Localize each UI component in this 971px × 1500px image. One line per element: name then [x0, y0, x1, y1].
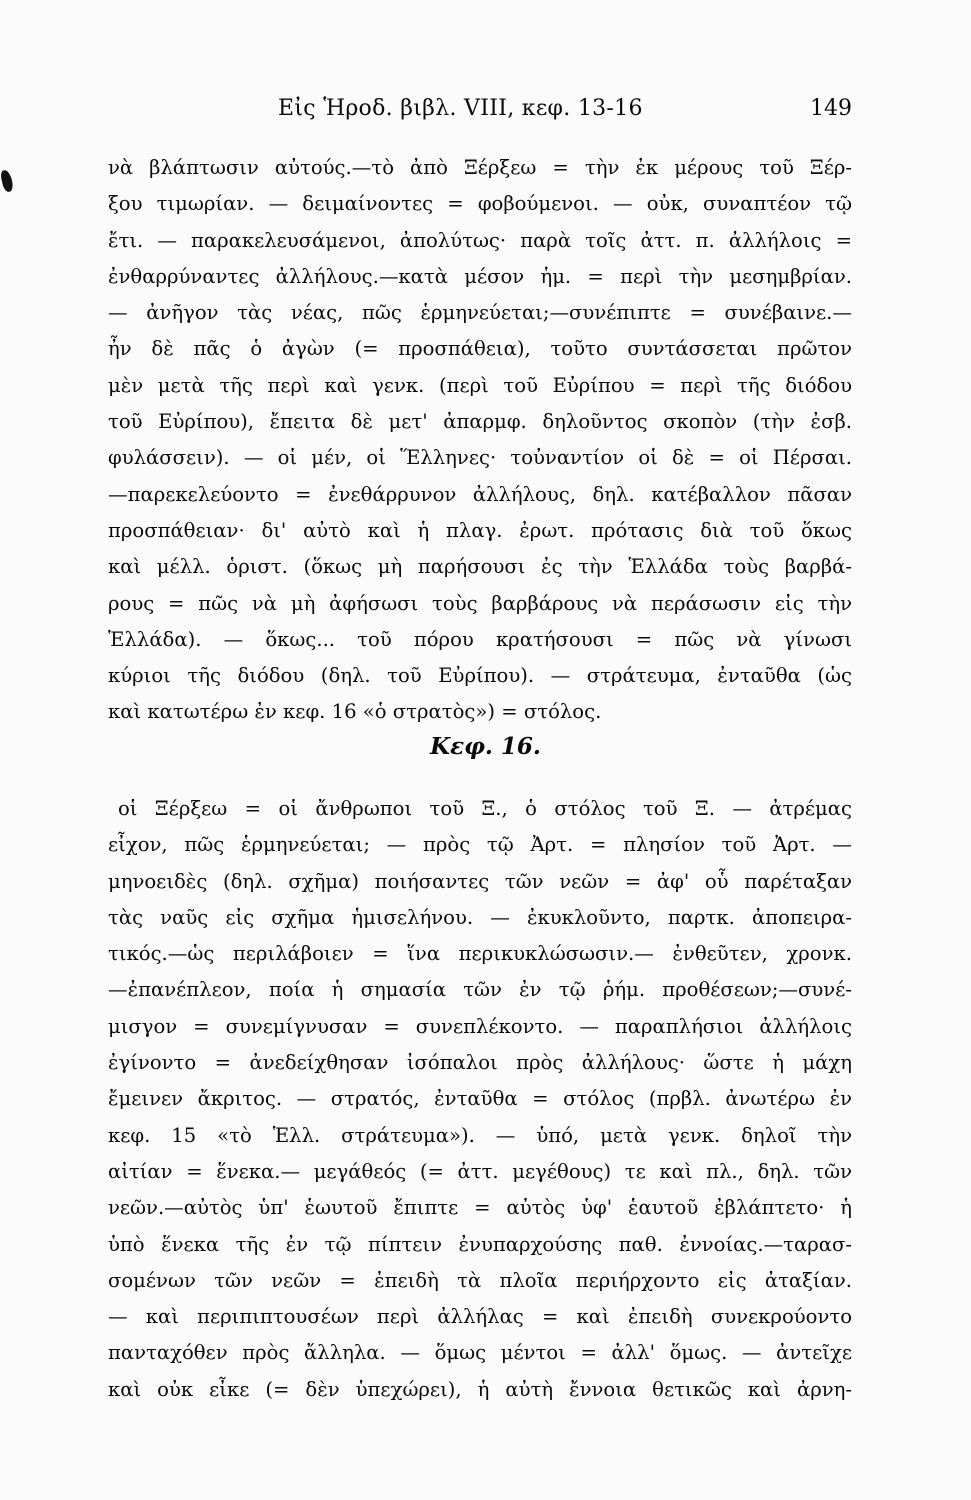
text-line: — ἀνῆγον τὰς νέας, πῶς ἑρμηνεύεται;—συνέπιπτε = συνέβαινε.— — [108, 301, 852, 325]
text-line: αἰτίαν = ἕνεκα.— μεγάθεός (= ἀττ. μεγέθους) τε καὶ πλ., δηλ. τῶν — [108, 1159, 852, 1183]
text-line: καὶ κατωτέρω ἐν κεφ. 16 «ὁ στρατὸς») = στόλος. — [108, 700, 602, 724]
text-line: ὑπὸ ἕνεκα τῆς ἐν τῷ πίπτειν ἐνυπαρχούσης παθ. ἐννοίας.—ταρασ- — [108, 1232, 852, 1256]
text-line: ἦν δὲ πᾶς ὁ ἀγὼν (= προσπάθεια), τοῦτο συντάσσεται πρῶτον — [108, 337, 852, 361]
text-line: τικός.—ὡς περιλάβοιεν = ἵνα περικυκλώσωσιν.— ἐνθεῦτεν, χρονκ. — [108, 942, 852, 966]
text-line: ἔτι. — παρακελευσάμενοι, ἀπολύτως· παρὰ τοῖς ἀττ. π. ἀλλήλοις = — [108, 228, 852, 252]
text-line: οἱ Ξέρξεω = οἱ ἄνθρωποι τοῦ Ξ., ὁ στόλος τοῦ Ξ. — ἀτρέμας — [118, 797, 852, 820]
text-line: κύριοι τῆς διόδου (δηλ. τοῦ Εὐρίπου). — στράτευμα, ἐνταῦθα (ὡς — [108, 664, 852, 688]
text-line: —ἐπανέπλεον, ποία ἡ σημασία τῶν ἐν τῷ ῥήμ. προθέσεων;—συνέ- — [108, 978, 852, 1002]
text-line: ἐνθαρρύναντες ἀλλήλους.—κατὰ μέσον ἡμ. = περὶ τὴν μεσημβρίαν. — [108, 264, 852, 288]
running-head: Εἰς Ἡροδ. βιβλ. VIII, κεφ. 13-16 — [278, 96, 643, 121]
text-line: νὰ βλάπτωσιν αὐτούς.—τὸ ἀπὸ Ξέρξεω = τὴν ἐκ μέρους τοῦ Ξέρ- — [108, 156, 852, 179]
commentary-block-1 — [108, 150, 852, 731]
text-line: — καὶ περιπιπτουσέων περὶ ἀλλήλας = καὶ ἐπειδὴ συνεκρούοντο — [108, 1305, 852, 1329]
text-line: τοῦ Εὐρίπου), ἔπειτα δὲ μετ' ἀπαρμφ. δηλοῦντος σκοπὸν (τὴν ἐσβ. — [108, 410, 852, 434]
text-line: μὲν μετὰ τῆς περὶ καὶ γενκ. (περὶ τοῦ Εὐρίπου = περὶ τῆς διόδου — [108, 373, 852, 397]
text-line: τὰς ναῦς εἰς σχῆμα ἡμισελήνου. — ἐκυκλοῦντο, παρτκ. ἀποπειρα- — [108, 905, 852, 929]
section-heading: Κεφ. 16. — [430, 733, 541, 760]
text-line: —παρεκελεύοντο = ἐνεθάρρυνον ἀλλήλους, δηλ. κατέβαλλον πᾶσαν — [108, 482, 852, 506]
text-line: ἐγίνοντο = ἀνεδείχθησαν ἰσόπαλοι πρὸς ἀλλήλους· ὥστε ἡ μάχη — [108, 1051, 852, 1075]
text-line: ἔμεινεν ἄκριτος. — στρατός, ἐνταῦθα = στόλος (πρβλ. ἀνωτέρω ἐν — [108, 1087, 852, 1111]
text-line: ρους = πῶς νὰ μὴ ἀφήσωσι τοὺς βαρβάρους νὰ περάσωσιν εἰς τὴν — [108, 591, 852, 615]
text-line: μηνοειδὲς (δηλ. σχῆμα) ποιήσαντες τῶν νεῶν = ἀφ' οὗ παρέταξαν — [108, 869, 852, 893]
text-line: πανταχόθεν πρὸς ἄλληλα. — ὅμως μέντοι = ἀλλ' ὅμως. — ἀντεῖχε — [108, 1341, 852, 1365]
page-header — [108, 96, 852, 128]
text-line: ξου τιμωρίαν. — δειμαίνοντες = φοβούμενοι. — οὐκ, συναπτέον τῷ — [108, 192, 852, 216]
text-line: νεῶν.—αὐτὸς ὑπ' ἑωυτοῦ ἔπιπτε = αὐτὸς ὑφ' ἑαυτοῦ ἐβλάπτετο· ἡ — [108, 1196, 852, 1220]
text-line: καὶ μέλλ. ὁριστ. (ὅκως μὴ παρήσουσι ἐς τὴν Ἑλλάδα τοὺς βαρβά- — [108, 555, 852, 579]
commentary-block-2 — [108, 791, 852, 1408]
page-number: 149 — [810, 96, 852, 121]
text-line: Ἑλλάδα). — ὅκως... τοῦ πόρου κρατήσουσι = πῶς νὰ γίνωσι — [108, 627, 852, 651]
text-line: καὶ οὐκ εἶκε (= δὲν ὑπεχώρει), ἡ αὐτὴ ἔννοια θετικῶς καὶ ἀρνη- — [108, 1377, 852, 1401]
text-line: κεφ. 15 «τὸ Ἑλλ. στράτευμα»). — ὑπό, μετὰ γενκ. δηλοῖ τὴν — [108, 1123, 852, 1147]
text-line: φυλάσσειν). — οἱ μέν, οἱ Ἕλληνες· τοὐναντίον οἱ δὲ = οἱ Πέρσαι. — [108, 446, 852, 470]
text-line: προσπάθειαν· δι' αὐτὸ καὶ ἡ πλαγ. ἐρωτ. πρότασις διὰ τοῦ ὅκως — [108, 518, 852, 542]
text-line: μισγον = συνεμίγνυσαν = συνεπλέκοντο. — παραπλήσιοι ἀλλήλοις — [108, 1014, 852, 1038]
text-line: σομένων τῶν νεῶν = ἐπειδὴ τὰ πλοῖα περιήρχοντο εἰς ἀταξίαν. — [108, 1268, 852, 1292]
ink-blot-mark — [0, 169, 14, 193]
text-line: εἶχον, πῶς ἑρμηνεύεται; — πρὸς τῷ Ἀρτ. = πλησίον τοῦ Ἀρτ. — — [108, 833, 852, 857]
